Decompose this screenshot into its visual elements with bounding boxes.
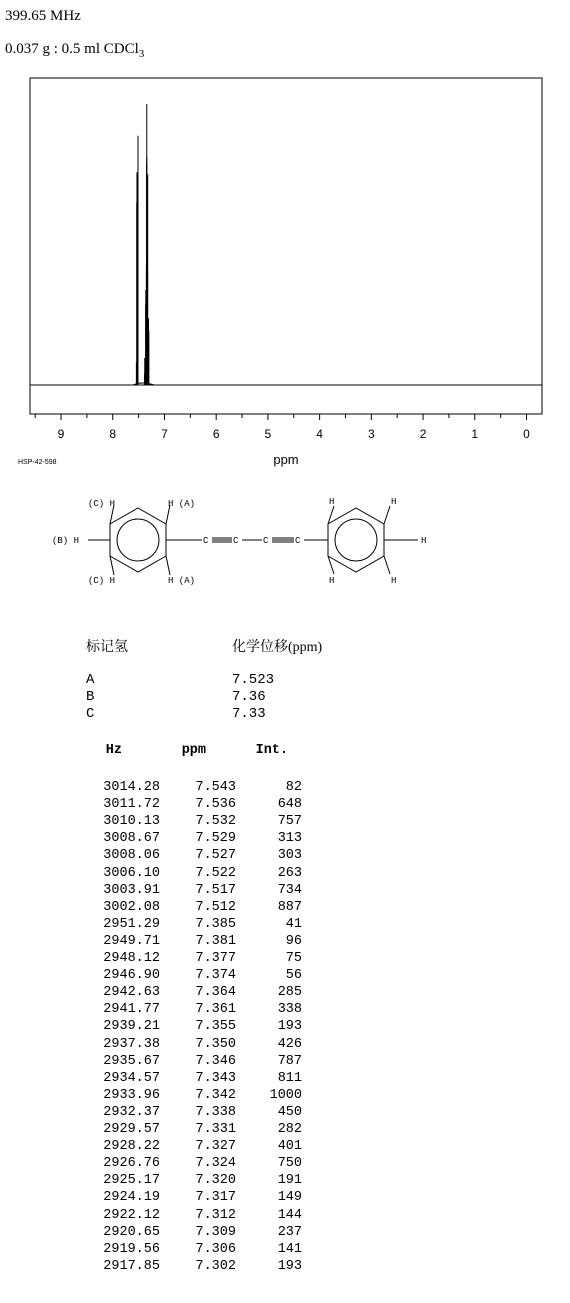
peak-hz: 2946.90: [103, 968, 160, 984]
assignment-label: A: [86, 672, 95, 688]
peak-hz: 2917.85: [103, 1258, 160, 1274]
peak-hz: 2939.21: [103, 1019, 160, 1035]
peak-ppm: 7.317: [195, 1190, 236, 1206]
x-tick-label: 2: [419, 427, 427, 441]
peak-table-row: [0, 951, 320, 967]
x-tick-label: 6: [212, 427, 220, 441]
right-benzene-ring: [328, 508, 384, 572]
peak-hz: 2919.56: [103, 1241, 160, 1257]
peak-int: 734: [277, 882, 302, 898]
peak-ppm: 7.343: [195, 1070, 236, 1086]
peak-int: 237: [277, 1224, 302, 1240]
assignment-shift: 7.33: [232, 706, 266, 722]
x-tick-label: 4: [316, 427, 323, 441]
left-aromatic-circle: [117, 519, 159, 561]
peak-int: 191: [277, 1173, 302, 1189]
peak-table-row: [0, 1139, 320, 1155]
right-aromatic-circle: [335, 519, 377, 561]
peak-table-row: [0, 1071, 320, 1087]
peak-ppm: 7.536: [195, 797, 236, 813]
peak-int: 887: [277, 899, 302, 915]
peak-table-row: [0, 1037, 320, 1053]
x-axis-label: ppm: [273, 452, 299, 467]
assignment-label: C: [86, 706, 95, 722]
chain-carbon-1: C: [203, 536, 209, 546]
peak-int: 56: [285, 968, 302, 984]
peak-int: 75: [285, 951, 302, 966]
peak-table-row: [0, 1242, 320, 1258]
peak-table-row: [0, 1259, 320, 1275]
peak-hz: 3006.10: [103, 865, 160, 881]
peak-hz: 2928.22: [103, 1139, 160, 1155]
peak-hz: 2933.96: [103, 1087, 160, 1103]
peak-int: 96: [285, 933, 302, 949]
peak-int: 82: [285, 780, 302, 795]
peak-int: 303: [277, 848, 302, 864]
peak-hz: 2935.67: [103, 1053, 160, 1069]
peak-hz: 2951.29: [103, 916, 160, 932]
peak-header-ppm: ppm: [181, 743, 206, 758]
peak-int: 426: [277, 1036, 302, 1052]
peak-hz: 3003.91: [103, 882, 160, 898]
assignment-shift: 7.36: [232, 689, 266, 705]
peak-ppm: 7.342: [195, 1087, 236, 1103]
peak-table-row: [0, 1173, 320, 1189]
peak-table-row: [0, 814, 320, 830]
peak-ppm: 7.338: [195, 1104, 236, 1120]
peak-hz: 2941.77: [103, 1002, 160, 1018]
peak-int: 757: [277, 814, 302, 830]
x-tick-label: 3: [367, 427, 375, 441]
peak-ppm: 7.543: [195, 780, 236, 795]
peak-int: 285: [277, 985, 302, 1001]
x-axis-ticks: [35, 414, 530, 441]
peak-table-row: [0, 900, 320, 916]
peak-ppm: 7.377: [195, 951, 236, 966]
peak-ppm: 7.346: [195, 1053, 236, 1069]
peak-int: 338: [277, 1002, 302, 1018]
chain-carbon-2: C: [233, 536, 239, 546]
label-c-bottom: (C) H: [88, 576, 116, 586]
peak-table-row: [0, 1225, 320, 1241]
x-tick-label: 0: [523, 427, 530, 441]
peak-table-row: [0, 917, 320, 933]
assignment-shift: 7.523: [232, 672, 275, 688]
peak-table-row: [0, 968, 320, 984]
peak-header-int: Int.: [255, 743, 288, 758]
peak-table-row: [0, 848, 320, 864]
peak-int: 450: [277, 1104, 302, 1120]
assignment-label: B: [86, 689, 95, 705]
peak-hz: 3011.72: [103, 797, 160, 813]
peak-ppm: 7.306: [195, 1241, 236, 1257]
peak-ppm: 7.374: [195, 968, 236, 984]
peak-int: 1000: [269, 1087, 302, 1103]
peak-ppm: 7.302: [195, 1258, 236, 1274]
x-tick-label: 9: [57, 427, 65, 441]
peak-hz: 3008.06: [103, 848, 160, 864]
peak-table-row: [0, 1122, 320, 1138]
spectrum-code: HSP-42-598: [18, 459, 57, 466]
peak-int: 648: [277, 797, 302, 813]
peak-ppm: 7.355: [195, 1019, 236, 1035]
peak-int: 263: [277, 865, 302, 881]
right-h-top-right: H: [391, 497, 397, 507]
peak-ppm: 7.529: [195, 831, 236, 847]
peak-ppm: 7.527: [195, 848, 236, 864]
peak-table-row: [0, 1105, 320, 1121]
peak-hz: 2924.19: [103, 1190, 160, 1206]
label-a-top: H (A): [168, 499, 196, 509]
peak-table-row: [0, 866, 320, 882]
assignment-header-label: 标记氢: [86, 640, 128, 655]
x-tick-label: 7: [161, 427, 168, 441]
peak-int: 811: [277, 1070, 302, 1086]
peak-hz: 2926.76: [103, 1156, 160, 1172]
peak-table-row: [0, 1002, 320, 1018]
right-h-bottom-left: H: [329, 576, 335, 586]
peak-int: 144: [277, 1207, 302, 1223]
chain-carbon-3: C: [263, 536, 269, 546]
peak-table-row: [0, 1156, 320, 1172]
peak-header-hz: Hz: [105, 743, 122, 758]
peak-hz: 2934.57: [103, 1070, 160, 1086]
left-benzene-ring: [110, 508, 166, 572]
peak-int: 141: [277, 1241, 302, 1257]
right-h-top-left: H: [329, 497, 335, 507]
peak-int: 282: [277, 1122, 302, 1137]
peak-table-row: [0, 1208, 320, 1224]
sample-text: 0.037 g : 0.5 ml CDCl: [5, 41, 139, 57]
peak-ppm: 7.320: [195, 1173, 236, 1189]
peak-ppm: 7.532: [195, 814, 236, 830]
peak-table-row: [0, 831, 320, 847]
peak-ppm: 7.361: [195, 1002, 236, 1018]
peak-hz: 2925.17: [103, 1173, 160, 1189]
peak-int: 401: [277, 1139, 302, 1155]
peak-table-row: [0, 985, 320, 1001]
right-h-bottom-right: H: [391, 576, 397, 586]
peak-ppm: 7.517: [195, 882, 236, 898]
x-tick-label: 5: [264, 427, 272, 441]
peak-hz: 2922.12: [103, 1207, 160, 1223]
x-tick-label: 1: [471, 427, 479, 441]
label-c-top: (C) H: [88, 499, 116, 509]
peak-ppm: 7.312: [195, 1207, 236, 1223]
peak-table-row: [0, 1019, 320, 1035]
peak-table-row: [0, 934, 320, 950]
peak-int: 41: [285, 916, 302, 932]
peak-ppm: 7.350: [195, 1036, 236, 1052]
label-a-bottom: H (A): [168, 576, 196, 586]
chain-carbon-4: C: [295, 536, 301, 546]
right-h-para: H: [421, 536, 427, 546]
peak-table-row: [0, 780, 320, 796]
peak-hz: 2929.57: [103, 1122, 160, 1137]
sample-subscript: 3: [138, 48, 145, 60]
label-b: (B) H: [52, 536, 80, 546]
peak-hz: 2942.63: [103, 985, 160, 1001]
x-tick-label: 8: [109, 427, 117, 441]
peak-ppm: 7.327: [195, 1139, 236, 1155]
peak-hz: 2949.71: [103, 933, 160, 949]
peak-hz: 3008.67: [103, 831, 160, 847]
peak-table-row: [0, 1088, 320, 1104]
peak-table-row: [0, 883, 320, 899]
peak-table-row: [0, 1054, 320, 1070]
peak-ppm: 7.381: [195, 933, 236, 949]
assignment-header-shift: 化学位移(ppm): [232, 640, 323, 655]
peak-hz: 3002.08: [103, 899, 160, 915]
peak-int: 750: [277, 1156, 302, 1172]
peak-table-row: [0, 797, 320, 813]
peak-int: 313: [277, 831, 302, 847]
peak-ppm: 7.331: [195, 1122, 236, 1137]
peak-table-header: [0, 743, 320, 759]
molecule-structure: [0, 490, 570, 640]
peak-ppm: 7.364: [195, 985, 236, 1001]
nmr-spectrum-chart: [0, 0, 570, 470]
peak-hz: 2948.12: [103, 951, 160, 966]
peak-hz: 2937.38: [103, 1036, 160, 1052]
peak-table-row: [0, 1190, 320, 1206]
peak-ppm: 7.512: [195, 899, 236, 915]
peak-lines: [133, 104, 154, 385]
peak-hz: 3010.13: [103, 814, 160, 830]
peak-int: 193: [277, 1258, 302, 1274]
peak-int: 787: [277, 1053, 302, 1069]
peak-hz: 3014.28: [103, 780, 160, 795]
spectrometer-frequency: 399.65 MHz: [5, 8, 81, 24]
peak-hz: 2932.37: [103, 1104, 160, 1120]
plot-frame: [30, 78, 542, 414]
peak-int: 149: [277, 1190, 302, 1206]
peak-ppm: 7.385: [195, 916, 236, 932]
peak-hz: 2920.65: [103, 1224, 160, 1240]
peak-ppm: 7.324: [195, 1156, 236, 1172]
peak-ppm: 7.522: [195, 865, 236, 881]
peak-ppm: 7.309: [195, 1224, 236, 1240]
peak-int: 193: [277, 1019, 302, 1035]
